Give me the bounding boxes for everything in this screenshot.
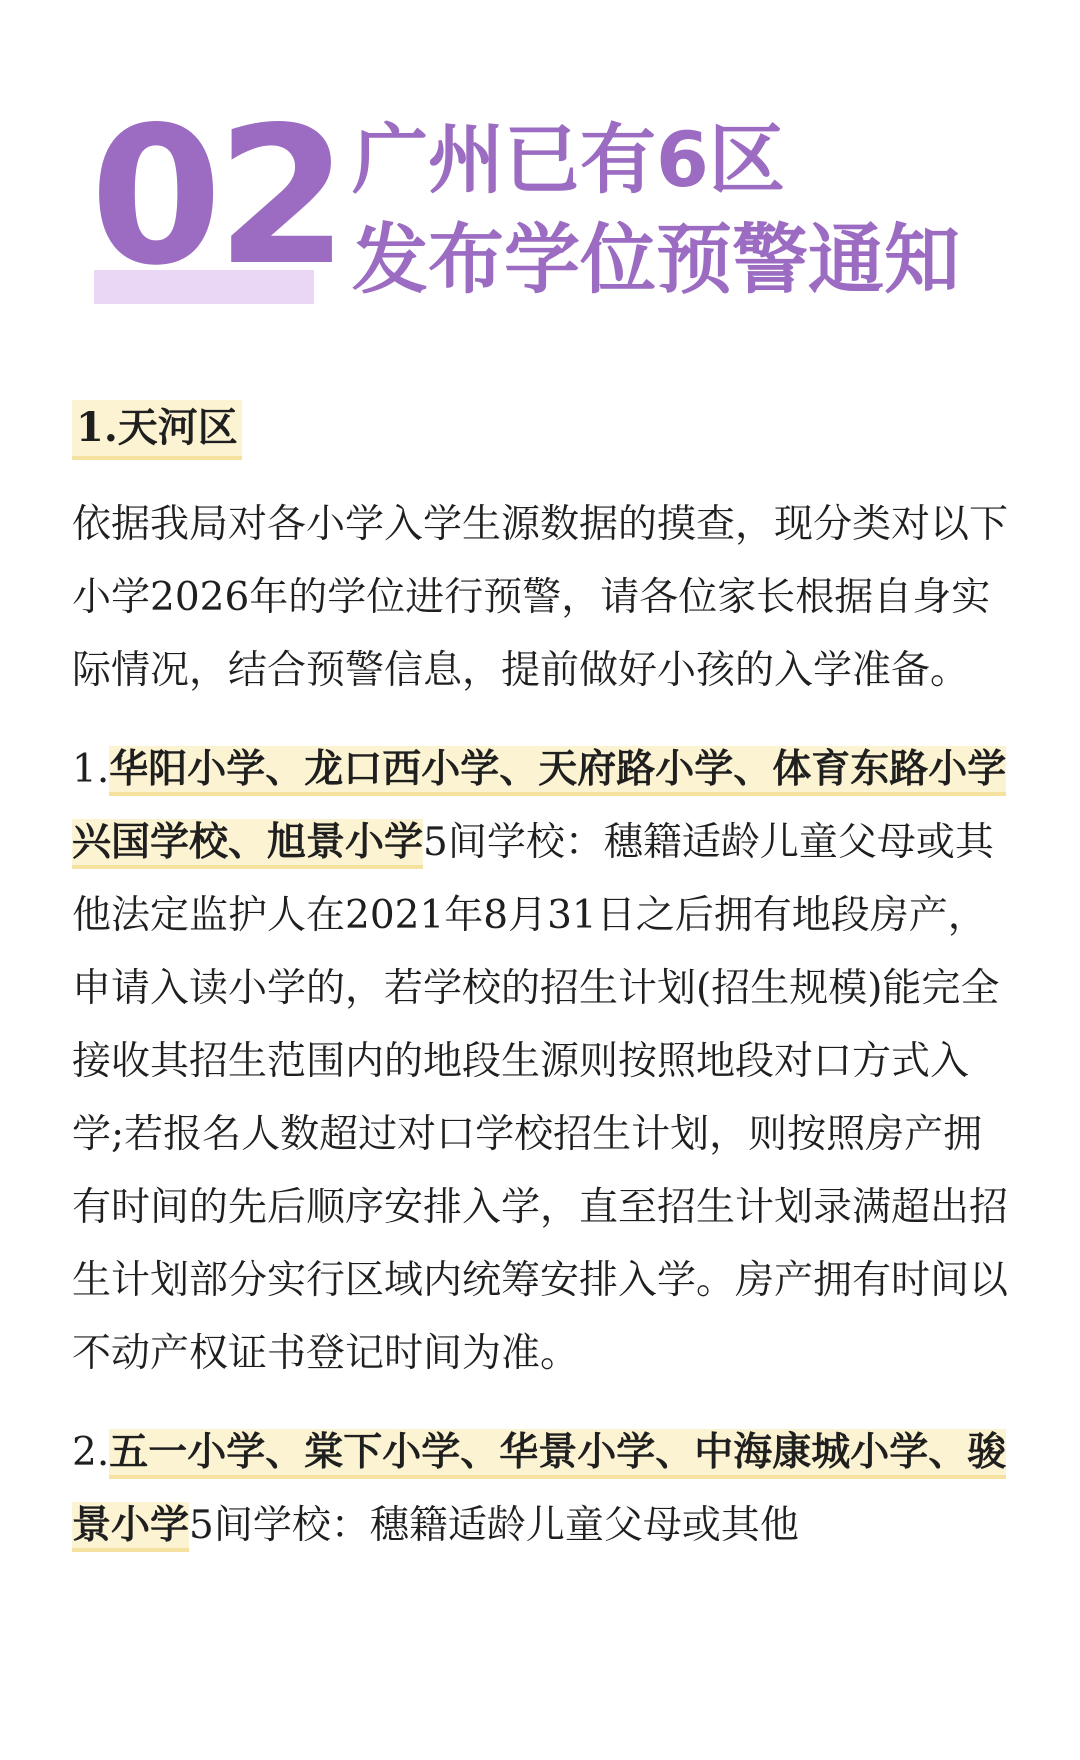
section-title bbox=[352, 110, 960, 310]
section-number-block bbox=[90, 86, 343, 310]
section-number: 02 bbox=[90, 86, 343, 307]
school-group-item-1 bbox=[72, 733, 1012, 1390]
item-prefix: 2. bbox=[72, 1430, 110, 1475]
intro-paragraph: 依据我局对各小学入学生源数据的摸查，现分类对以下小学2026年的学位进行预警，请各位家长根据自身实际情况，结合预警信息，提前做好小孩的入学准备。 bbox=[72, 502, 1009, 693]
item-text: 5间学校：穗籍适龄儿童父母或其他 bbox=[189, 1503, 799, 1548]
section-title-line-2: 发布学位预警通知 bbox=[352, 215, 960, 304]
school-group-item-2 bbox=[72, 1416, 1012, 1562]
section-header bbox=[90, 86, 1010, 330]
highlighted-school-list: 华阳小学、龙口西小学、天府路小学、体育东路小学兴国学校、旭景小学 bbox=[72, 746, 1006, 869]
article-body bbox=[72, 400, 1012, 1588]
item-prefix: 1. bbox=[72, 747, 110, 792]
highlighted-school-list: 五一小学、棠下小学、华景小学、中海康城小学、骏景小学 bbox=[72, 1429, 1006, 1552]
district-heading: 1.天河区 bbox=[72, 400, 242, 460]
section-title-line-1: 广州已有6区 bbox=[352, 115, 785, 204]
item-text: 5间学校：穗籍适龄儿童父母或其他法定监护人在2021年8月31日之后拥有地段房产，申请入读小学的，若学校的招生计划(招生规模)能完全接收其招生范围内的地段生源则按照地段对口方式入学;若报名人数超过对口学校招生计划，则按照房产拥有时间的先后顺序安排入学，直至招生计划录满超出招生计划部分实行区域内统筹安排入学。房产拥有时间以不动产权证书登记时间为准。 bbox=[72, 820, 1009, 1376]
